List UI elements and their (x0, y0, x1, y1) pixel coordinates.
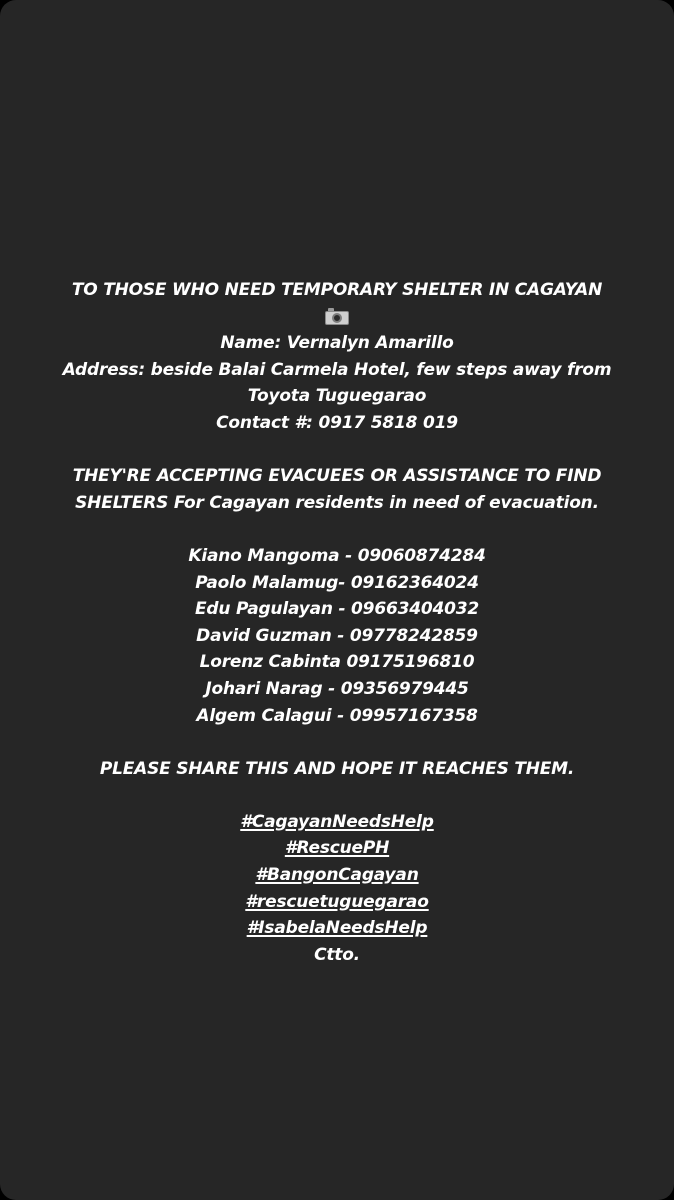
notice-line-2: SHELTERS For Cagayan residents in need of evacuation. (75, 492, 599, 513)
hashtag-link[interactable]: #CagayanNeedsHelp (240, 811, 434, 832)
notice-line-1: THEY'RE ACCEPTING EVACUEES OR ASSISTANCE TO FIND (72, 466, 602, 487)
camera-emoji-line (0, 304, 674, 331)
contact-item: Lorenz Cabinta 09175196810 (199, 652, 475, 673)
hashtag-link[interactable]: #RescuePH (284, 838, 390, 859)
shelter-name: Name: Vernalyn Amarillo (220, 333, 454, 354)
contact-item: Kiano Mangoma - 09060874284 (188, 545, 486, 566)
contact-item: Paolo Malamug- 09162364024 (195, 572, 479, 593)
contact-item: Johari Narag - 09356979445 (205, 678, 469, 699)
share-message: PLEASE SHARE THIS AND HOPE IT REACHES THEM. (99, 758, 575, 779)
hashtag-link[interactable]: #IsabelaNeedsHelp (246, 918, 428, 939)
contact-item: Algem Calagui - 09957167358 (196, 705, 478, 726)
spacer (0, 782, 674, 809)
camera-icon (325, 307, 349, 325)
spacer (0, 437, 674, 464)
shelter-contact: Contact #: 0917 5818 019 (216, 412, 458, 433)
hashtag-link[interactable]: #BangonCagayan (255, 865, 419, 886)
spacer (0, 729, 674, 756)
spacer (0, 516, 674, 543)
shelter-address-line-2: Toyota Tuguegarao (247, 386, 427, 407)
hashtag-link[interactable]: #rescuetuguegarao (245, 891, 429, 912)
contact-item: David Guzman - 09778242859 (196, 625, 478, 646)
shelter-address-line-1: Address: beside Balai Carmela Hotel, few steps away from (62, 359, 612, 380)
credit-text: Ctto. (314, 944, 360, 965)
contact-item: Edu Pagulayan - 09663404032 (195, 599, 479, 620)
shelter-title: TO THOSE WHO NEED TEMPORARY SHELTER IN CAGAYAN (71, 280, 603, 300)
story-text (0, 277, 674, 968)
